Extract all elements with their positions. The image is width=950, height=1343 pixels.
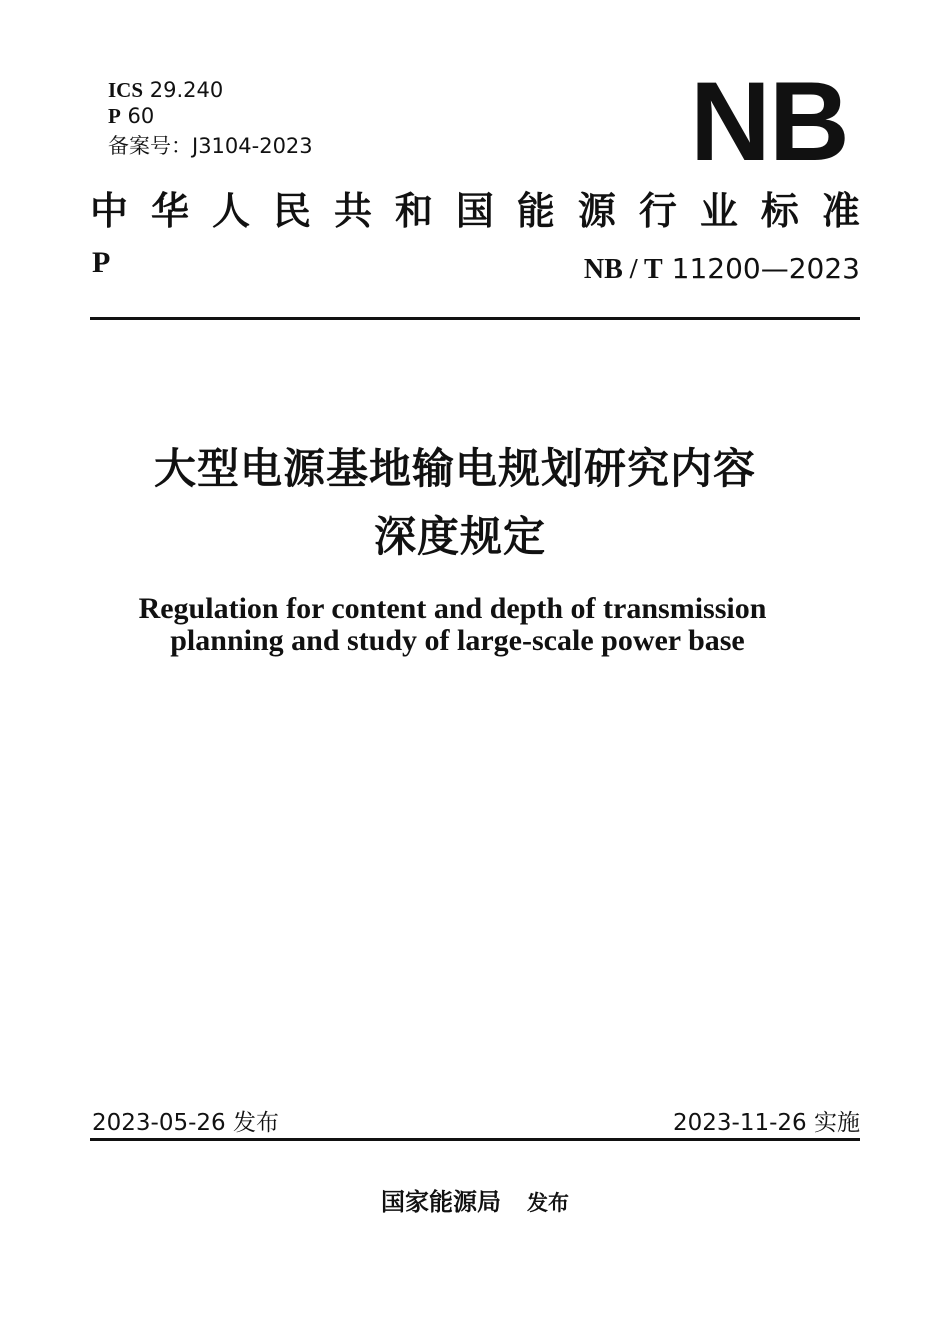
standard-category-title-char: 人 <box>211 188 250 233</box>
document-title-cn-line1: 大型电源基地输电规划研究内容 <box>153 444 756 493</box>
implementation-date: 2023-11-26 实施 <box>673 1110 860 1136</box>
publisher-action: 发布 <box>527 1191 569 1215</box>
standard-category-title-char: 源 <box>577 188 616 233</box>
standard-number <box>584 252 860 286</box>
standard-category-title-char: 业 <box>699 188 738 233</box>
standard-number-prefix: NB / T <box>583 254 663 285</box>
nb-logo: NB <box>690 59 848 184</box>
ccs-value: 60 <box>127 104 155 128</box>
ics-label: ICS <box>108 78 144 102</box>
standard-category-title-char: 民 <box>272 188 311 233</box>
ics-value: 29.240 <box>149 78 224 102</box>
ccs-code <box>108 104 154 128</box>
document-title-cn-line2: 深度规定 <box>373 512 546 561</box>
ics-code <box>108 78 223 102</box>
ccs-label: P <box>108 104 121 128</box>
issue-date: 2023-05-26 发布 <box>92 1110 279 1136</box>
standard-category-title-char: 准 <box>821 188 860 233</box>
standard-category-title-char: 共 <box>333 188 372 233</box>
standard-category-title-char: 行 <box>638 188 677 233</box>
publisher <box>0 1182 950 1217</box>
standard-category-title-char: 华 <box>150 188 189 233</box>
standard-category-title-char: 能 <box>516 188 555 233</box>
top-divider <box>90 317 860 320</box>
standard-category-title-char: 和 <box>394 188 433 233</box>
document-title-en-line1: Regulation for content and depth of transmission <box>138 592 767 625</box>
document-title-en-line2: planning and study of large-scale power base <box>170 624 745 657</box>
standard-category-title-char: 中 <box>90 188 129 233</box>
standard-category-title-char: 国 <box>455 188 494 233</box>
bottom-divider <box>90 1138 860 1141</box>
standard-number-value: 11200—2023 <box>671 252 860 285</box>
standard-category-title-char: 标 <box>760 188 799 233</box>
publisher-name: 国家能源局 <box>381 1188 501 1216</box>
filing-number: 备案号：J3104-2023 <box>108 134 313 158</box>
standard-category-title <box>90 188 860 234</box>
classification-letter: P <box>92 246 111 279</box>
